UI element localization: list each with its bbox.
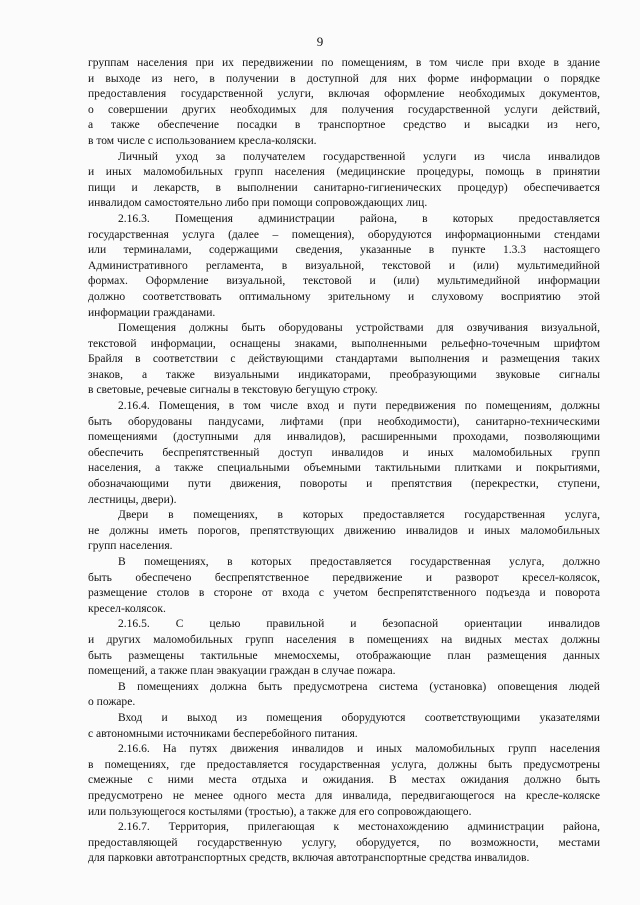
text-line: и других маломобильных групп населения в помещениях на видных местах должны — [88, 633, 600, 646]
paragraph — [88, 680, 600, 711]
text-line: быть размещены тактильные мнемосхемы, отображающие план размещения данных — [88, 649, 600, 662]
text-line: Личный уход за получателем государственной услуги из числа инвалидов — [118, 150, 600, 163]
text-line: текстовой информации, оснащены знаками, выполненными рельефно-точечным шрифтом — [88, 337, 600, 350]
text-line: предусмотрено не менее одного места для инвалида, передвигающегося на кресле-коляске — [88, 789, 600, 802]
text-line: в помещениях, где предоставляется государственная услуга, должны быть предусмотрены — [88, 758, 600, 771]
text-line: обеспечить беспрепятственный доступ инвалидов и иных маломобильных групп — [88, 446, 600, 459]
paragraph — [88, 508, 600, 555]
text-line: информации гражданами. — [88, 306, 216, 319]
text-line: групп населения. — [88, 540, 173, 553]
text-line: 2.16.7. Территория, прилегающая к местонахождению администрации района, — [118, 821, 600, 834]
text-line: о пожаре. — [88, 696, 136, 709]
text-line: лестницы, двери). — [88, 493, 177, 506]
text-line: предоставления государственной услуги, включая оформление необходимых документов, — [88, 88, 600, 101]
text-line: и иных маломобильных групп населения (медицинские процедуры, помощь в принятии — [88, 166, 600, 179]
text-line: 2.16.6. На путях движения инвалидов и иных маломобильных групп населения — [118, 743, 600, 756]
paragraph — [88, 321, 600, 399]
text-line: и выходе из него, в получении в доступной для них форме информации о порядке — [88, 72, 600, 85]
text-line: размещение столов в стороне от входа с учетом беспрепятственного подъезда и поворота — [88, 587, 600, 600]
text-line: В помещениях должна быть предусмотрена система (установка) оповещения людей — [118, 680, 600, 693]
paragraph — [88, 820, 600, 867]
text-line: смежные с ними места отдыха и ожидания. В местах ожидания должно быть — [88, 774, 600, 787]
text-line: для парковки автотранспортных средств, включая автотранспортные средства инвалидов. — [88, 852, 530, 865]
text-line: инвалидом самостоятельно либо при помощи сопровождающих лиц. — [88, 197, 428, 210]
text-line: Двери в помещениях, в которых предоставляется государственная услуга, — [118, 509, 600, 522]
text-line: помещениями (доступными для инвалидов), расширенными проходами, позволяющими — [88, 431, 600, 444]
text-line: обозначающими пути движения, повороты и препятствия (перекрестки, ступени, — [88, 478, 600, 491]
page-number: 9 — [316, 34, 324, 49]
text-line: кресел-колясок. — [88, 602, 166, 615]
paragraph — [88, 711, 600, 742]
text-line: быть оборудованы пандусами, лифтами (при необходимости), санитарно-техническими — [88, 415, 600, 428]
text-line: должно соответствовать оптимальному зрительному и слуховому восприятию этой — [88, 290, 600, 303]
text-line: В помещениях, в которых предоставляется государственная услуга, должно — [118, 556, 600, 568]
text-line: о совершении других необходимых для получения государственной услуги действий, — [88, 103, 600, 116]
text-line: помещений, а также план эвакуации граждан в случае пожара. — [88, 665, 396, 678]
text-line: 2.16.4. Помещения, в том числе вход и пути передвижения по помещениям, должны — [118, 400, 600, 413]
text-line: Брайля в соответствии с действующими стандартами выполнения и размещения таких — [88, 353, 600, 366]
paragraph — [88, 399, 600, 508]
text-line: не должны иметь порогов, препятствующих движению инвалидов и иных маломобильных — [88, 524, 600, 537]
text-line: с автономными источниками бесперебойного питания. — [88, 727, 358, 740]
paragraph — [88, 56, 600, 150]
paragraph — [88, 742, 600, 820]
text-line: пищи и лекарств, в выполнении санитарно-гигиенических процедур) обеспечивается — [88, 181, 600, 194]
text-line: группам населения при их передвижении по помещениям, в том числе при входе в здание — [88, 57, 600, 69]
text-line: в том числе с использованием кресла-коляски. — [88, 134, 317, 147]
text-line: Вход и выход из помещения оборудуются соответствующими указателями — [118, 711, 600, 724]
paragraph — [88, 555, 600, 617]
text-line: или терминалами, содержащими сведения, указанные в пункте 1.3.3 настоящего — [88, 244, 600, 257]
paragraph — [88, 150, 600, 212]
text-line: быть обеспечено беспрепятственное передвижение и разворот кресел-колясок, — [88, 571, 600, 584]
paragraph — [88, 212, 600, 321]
text-line: 2.16.3. Помещения администрации района, в которых предоставляется — [118, 212, 600, 225]
text-line: Помещения должны быть оборудованы устройствами для озвучивания визуальной, — [118, 322, 600, 335]
text-line: государственная услуга (далее – помещения), оборудуются информационными стендами — [88, 228, 600, 241]
text-line: а также обеспечение посадки в транспортное средство и высадки из него, — [88, 119, 600, 132]
text-line: в световые, речевые сигналы в текстовую бегущую строку. — [88, 384, 378, 397]
paragraph — [88, 617, 600, 679]
text-line: формах. Оформление визуальной, текстовой и (или) мультимедийной информации — [88, 275, 600, 288]
text-line: предоставляющей государственную услугу, оборудуется, по возможности, местами — [88, 836, 600, 849]
text-line: знаков, а также визуальными индикаторами, преобразующими звуковые сигналы — [88, 368, 600, 381]
document-body — [88, 56, 600, 867]
text-line: или пользующегося костылями (тростью), а также для его сопровождающего. — [88, 805, 472, 818]
text-line: населения, а также специальными объемными тактильными плитками и покрытиями, — [88, 462, 600, 475]
text-line: 2.16.5. С целью правильной и безопасной ориентации инвалидов — [118, 618, 600, 631]
text-line: Административного регламента, в визуальной, текстовой и (или) мультимедийной — [88, 259, 600, 272]
